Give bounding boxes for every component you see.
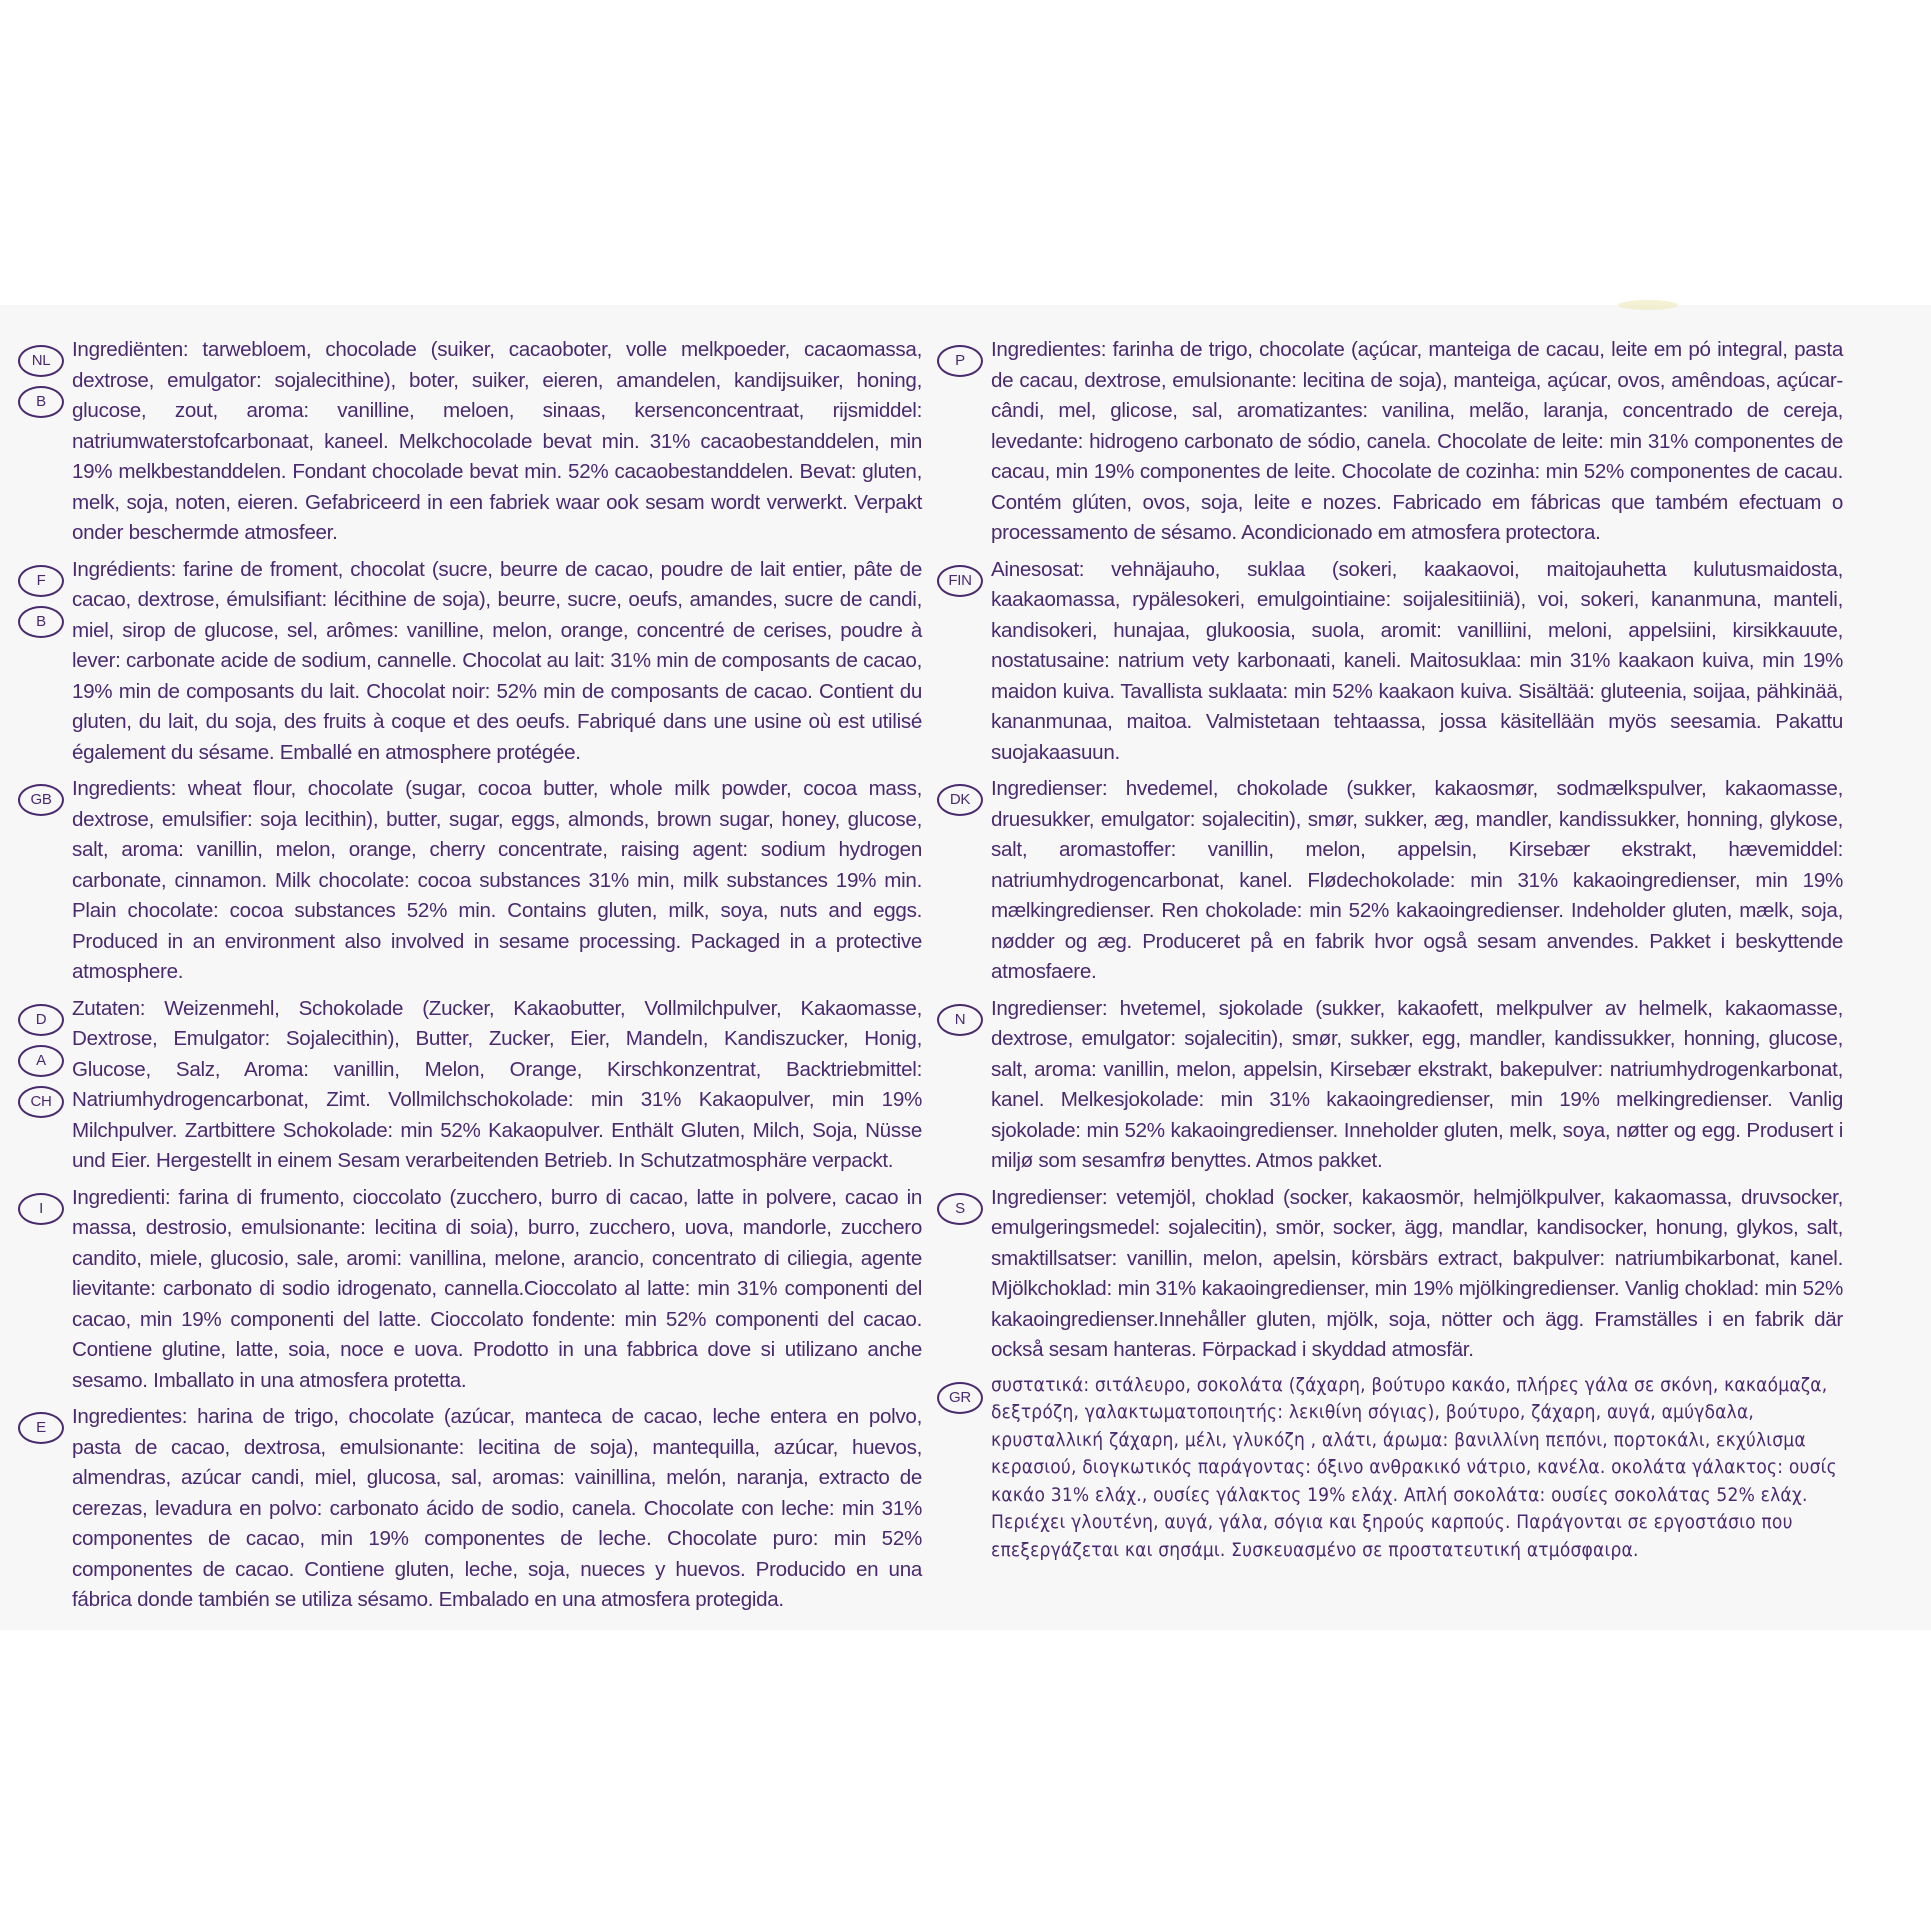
ingredients-label-panel — [0, 305, 1931, 1630]
country-badge: B — [18, 386, 64, 418]
country-badges — [18, 1193, 64, 1234]
country-badge: GR — [937, 1382, 983, 1414]
country-badges — [18, 1412, 64, 1453]
country-badges — [18, 565, 64, 647]
country-badge: FIN — [937, 565, 983, 597]
ingredients-text: Ingredienser: hvetemel, sjokolade (sukker, kakaofett, melkpulver av helmelk, kakaomasse, dextrose, emulgator: sojalecitin), smør, sukker, egg, mandler, kandissukker, honning, glucose, salt, aroma: vanillin, melon, appelsin, Kirsebær ekstrakt, bakepulver: natriumhydrogenkarbonat, kanel. Melkesjokolade: min 31% kakaoingredienser, min 19% melkingredienser. Vanlig sjokolade: min 52% kakaoingredienser. Inneholder gluten, melk, soya, nøtter og egg. Produsert i miljø som sesamfrø benyttes. Atmos pakket. — [991, 996, 1843, 1172]
country-badges — [937, 345, 983, 386]
country-badge: B — [18, 606, 64, 638]
ingredients-block-gr — [937, 1372, 1843, 1565]
ingredients-text: Ingrediënten: tarwebloem, chocolade (suiker, cacaoboter, volle melkpoeder, cacaomassa, dextrose, emulgator: sojalecithine), boter, suiker, eieren, amandelen, kandijsuiker, honing, glucose, zout, aroma: vanilline, meloen, sinaas, kersenconcentraat, rijsmiddel: natriumwaterstofcarbonaat, kaneel. Melkchocolade bevat min. 31% cacaobestanddelen, min 19% melkbestanddelen. Fondant chocolade bevat min. 52% cacaobestanddelen. Bevat: gluten, melk, soja, noten, eieren. Gefabriceerd in een fabriek waar ook sesam wordt verwerkt. Verpakt onder beschermde atmosfeer. — [72, 338, 922, 544]
country-badges — [937, 784, 983, 825]
country-badge: S — [937, 1193, 983, 1225]
ingredients-block-gb — [18, 774, 922, 988]
ingredients-text: συστατικά: σιτάλευρο, σοκολάτα (ζάχαρη, βούτυρο κακάο, πλήρες γάλα σε σκόνη, κακαόμαζα, δεξτρόζη, γαλακτωματοποιητής: λεκιθίνη σόγιας), βούτυρο, ζάχαρη, αυγά, αμύγδαλα, κρυσταλλική ζάχαρη, μέλι, γλυκόζη , αλάτι, άρωμα: βανιλλίνη πεπόνι, πορτοκάλι, εκχύλισμα κερασιού, διογκωτικός παράγοντας: όξινο ανθρακικό νάτριο, κανέλα. οκολάτα γάλακτος: ουσίς κακάο 31% ελάχ., ουσίες γάλακτος 19% ελάχ. Απλή σοκολάτα: ουσίες σοκολάτας 52% ελάχ. Περιέχει γλουτένη, αυγά, γάλα, σόγια και ξηρούς καρπούς. Παράγονται σε εργοστάσιο που επεξεργάζεται και σησάμι. Συσκευασμένο σε προστατευτική ατμόσφαιρα. — [991, 1373, 1837, 1561]
country-badges — [937, 1004, 983, 1045]
ingredients-block-fi — [937, 555, 1843, 769]
ingredients-block-fr — [18, 555, 922, 769]
ingredients-block-pt — [937, 335, 1843, 549]
country-badge: DK — [937, 784, 983, 816]
print-smudge — [1618, 300, 1678, 310]
ingredients-block-nl — [18, 335, 922, 549]
country-badge: P — [937, 345, 983, 377]
country-badges — [937, 565, 983, 606]
ingredients-text: Ingredienser: hvedemel, chokolade (sukker, kakaosmør, sodmælkspulver, kakaomasse, druesukker, emulgator: sojalecitin), smør, sukker, æg, mandler, kandissukker, honning, glykose, salt, aromastoffer: vanillin, melon, appelsin, Kirsebær ekstrakt, hævemiddel: natriumhydrogencarbonat, kanel. Flødechokolade: min 31% kakaoingredienser, min 19% mælkingredienser. Ren chokolade: min 52% kakaoingredienser. Indeholder gluten, mælk, soja, nødder og æg. Produceret på en fabrik hvor også sesam anvendes. Pakket i beskyttende atmosfaere. — [991, 777, 1843, 983]
ingredients-block-no — [937, 994, 1843, 1177]
ingredients-text: Ingredients: wheat flour, chocolate (sugar, cocoa butter, whole milk powder, cocoa mass, dextrose, emulsifier: soja lecithin), butter, sugar, eggs, almonds, brown sugar, honey, glucose, salt, aroma: vanillin, melon, orange, cherry concentrate, raising agent: sodium hydrogen carbonate, cinnamon. Milk chocolate: cocoa substances 31% min, milk substances 19% min. Plain chocolate: cocoa substances 52% min. Contains gluten, milk, soya, nuts and eggs. Produced in an environment also involved in sesame processing. Packaged in a protective atmosphere. — [72, 777, 922, 983]
ingredients-block-it — [18, 1183, 922, 1397]
country-badge: N — [937, 1004, 983, 1036]
country-badge: D — [18, 1004, 64, 1036]
country-badges — [18, 1004, 64, 1127]
left-column — [18, 335, 922, 1622]
ingredients-block-dk — [937, 774, 1843, 988]
ingredients-block-se — [937, 1183, 1843, 1366]
ingredients-text: Ingredientes: harina de trigo, chocolate (azúcar, manteca de cacao, leche entera en polvo, pasta de cacao, dextrosa, emulsionante: lecitina de soja), mantequilla, azúcar, huevos, almendras, azúcar candi, miel, glucosa, sal, aromas: vainillina, melón, naranja, extracto de cerezas, levadura en polvo: carbonato ácido de sodio, canela. Chocolate con leche: min 31% componentes de cacao, min 19% componentes de leche. Chocolate puro: min 52% componentes de cacao. Contiene gluten, leche, soja, nueces y huevos. Producido en una fábrica donde también se utiliza sésamo. Embalado en una atmosfera protegida. — [72, 1405, 922, 1611]
country-badge: NL — [18, 345, 64, 377]
ingredients-text: Ingredienser: vetemjöl, choklad (socker, kakaosmör, helmjölkpulver, kakaomassa, druvsocker, emulgeringsmedel: sojalecitin), smör, socker, ägg, mandlar, kandisocker, honung, glykos, salt, smaktillsatser: vanillin, melon, apelsin, körsbärs extract, bakpulver: natriumbikarbonat, kanel. Mjölkchoklad: min 31% kakaoingredienser, min 19% mjölkingredienser. Vanlig choklad: min 52% kakaoingredienser.Innehåller gluten, mjölk, soja, nötter och ägg. Framställes i en fabrik där också sesam hanteras. Förpackad i skyddad atmosfär. — [991, 1185, 1843, 1361]
country-badge: CH — [18, 1086, 64, 1118]
ingredients-text: Ingredienti: farina di frumento, cioccolato (zucchero, burro di cacao, latte in polvere, cacao in massa, destrosio, emulsionante: lecitina di soia), burro, zucchero, uova, mandorle, zucchero candito, miele, glucosio, sale, aromi: vanillina, melone, arancio, concentrato di ciliegia, agente lievitante: carbonato di sodio idrogenato, cannella.Cioccolato al latte: min 31% componenti del cacao, min 19% componenti del latte. Cioccolato fondente: min 52% componenti del cacao. Contiene glutine, latte, soia, noce e uova. Prodotto in una fabbrica dove si utilizano anche sesamo. Imballato in una atmosfera protetta. — [72, 1185, 922, 1392]
right-column — [937, 335, 1843, 1570]
country-badge: GB — [18, 784, 64, 816]
country-badges — [18, 784, 64, 825]
ingredients-block-de — [18, 994, 922, 1177]
country-badges — [937, 1382, 983, 1423]
country-badge: A — [18, 1045, 64, 1077]
country-badges — [18, 345, 64, 427]
ingredients-text: Ingrédients: farine de froment, chocolat (sucre, beurre de cacao, poudre de lait entier, pâte de cacao, dextrose, émulsifiant: lécithine de soja), beurre, sucre, oeufs, amandes, sucre de candi, miel, sirop de glucose, sel, arômes: vanilline, melon, orange, concentré de cerises, poudre à lever: carbonate acide de sodium, cannelle. Chocolat au lait: 31% min de composants de cacao, 19% min de composants du lait. Chocolat noir: 52% min de composants de cacao. Contient du gluten, du lait, du soja, des fruits à coque et des oeufs. Fabriqué dans une usine où est utilisé également du sésame. Emballé en atmosphere protégée. — [72, 557, 922, 764]
country-badge: I — [18, 1193, 64, 1225]
ingredients-text: Ingredientes: farinha de trigo, chocolate (açúcar, manteiga de cacau, leite em pó integral, pasta de cacau, dextrose, emulsionante: lecitina de soja), manteiga, açúcar, ovos, amêndoas, açúcar-cândi, mel, glicose, sal, aromatizantes: vanilina, melão, laranja, concentrado de cereja, levedante: hidrogeno carbonato de sódio, canela. Chocolate de leite: min 31% componentes de cacau, min 19% componentes de leite. Chocolate de cozinha: min 52% componentes de cacau. Contém glúten, ovos, soja, leite e nozes. Fabricado em fábricas que também efectuam o processamento de sésamo. Acondicionado em atmosfera protectora. — [991, 338, 1843, 544]
ingredients-block-es — [18, 1402, 922, 1616]
country-badges — [937, 1193, 983, 1234]
country-badge: E — [18, 1412, 64, 1444]
ingredients-text: Ainesosat: vehnäjauho, suklaa (sokeri, kaakaovoi, maitojauhetta kulutusmaidosta, kaakaomassa, rypälesokeri, emulgointiaine: soijalesitiiniä), voi, sokeri, kananmuna, manteli, kandisokeri, hunajaa, glukoosia, suola, aromit: vanilliini, meloni, appelsiini, kirsikkauute, nostatusaine: natrium vety karbonaati, kaneli. Maitosuklaa: min 31% kaakaon kuiva, min 19% maidon kuiva. Tavallista suklaata: min 52% kaakaon kuiva. Sisältää: gluteenia, soijaa, pähkinää, kananmunaa, maitoa. Valmistetaan tehtaassa, jossa käsitellään myös seesamia. Pakattu suojakaasuun. — [991, 557, 1843, 764]
ingredients-text: Zutaten: Weizenmehl, Schokolade (Zucker, Kakaobutter, Vollmilchpulver, Kakaomasse, Dextrose, Emulgator: Sojalecithin), Butter, Zucker, Eier, Mandeln, Kandiszucker, Honig, Glucose, Salz, Aroma: vanillin, Melon, Orange, Kirschkonzentrat, Backtriebmittel: Natriumhydrogencarbonat, Zimt. Vollmilchschokolade: min 31% Kakaopulver, min 19% Milchpulver. Zartbittere Schokolade: min 52% Kakaopulver. Enthält Gluten, Milch, Soja, Nüsse und Eier. Hergestellt in einem Sesam verarbeitenden Betrieb. In Schutzatmosphäre verpackt. — [72, 996, 922, 1172]
country-badge: F — [18, 565, 64, 597]
